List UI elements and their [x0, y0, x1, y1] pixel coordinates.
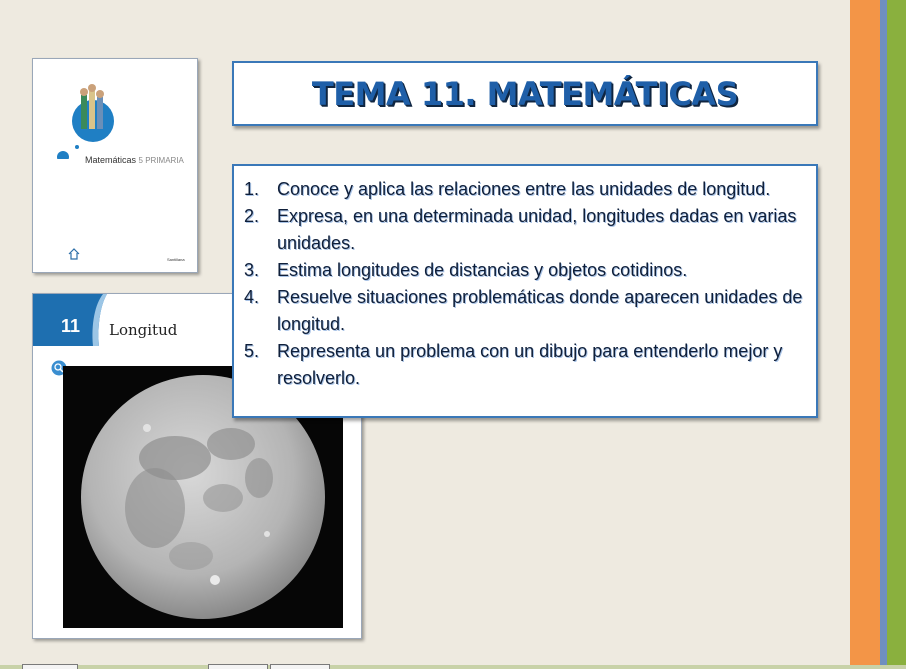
objective-item [244, 203, 806, 257]
objectives-list [244, 176, 806, 392]
objective-number: 2. [244, 206, 260, 226]
bottom-tab[interactable] [208, 664, 268, 669]
objective-text: Expresa, en una determinada unidad, longitudes dadas en varias unidades. [277, 206, 797, 253]
objective-text: Conoce y aplica las relaciones entre las unidades de longitud. [277, 179, 771, 199]
cover-illustration [53, 79, 133, 159]
objective-text: Estima longitudes de distancias y objetos cotidinos. [277, 260, 688, 280]
bottom-tab[interactable] [270, 664, 330, 669]
decorative-stripe-blue [880, 0, 887, 665]
objective-number: 4. [244, 287, 260, 307]
home-icon [67, 247, 81, 261]
bottom-tab[interactable] [22, 664, 78, 669]
objective-number: 3. [244, 260, 260, 280]
objective-item [244, 176, 806, 203]
chapter-title: Longitud [109, 321, 178, 339]
objective-item [244, 284, 806, 338]
objective-number: 1. [244, 179, 260, 199]
objective-number: 5. [244, 341, 260, 361]
bottom-strip [0, 665, 906, 669]
decorative-stripe-orange [850, 0, 880, 665]
decorative-stripe-green [887, 0, 906, 665]
slide-title: TEMA 11. MATEMÁTICAS [311, 74, 739, 113]
cover-publisher: Santillana [167, 257, 185, 262]
chapter-number: 11 [61, 316, 81, 336]
objective-text: Representa un problema con un dibujo para entenderlo mejor y resolverlo. [277, 341, 783, 388]
objective-text: Resuelve situaciones problemáticas donde aparecen unidades de longitud. [277, 287, 803, 334]
cover-title: Matemáticas 5 PRIMARIA [85, 155, 184, 165]
book-cover-image [32, 58, 198, 273]
objective-item [244, 338, 806, 392]
objective-item [244, 257, 806, 284]
objectives-box [232, 164, 818, 418]
slide-title-box [232, 61, 818, 126]
